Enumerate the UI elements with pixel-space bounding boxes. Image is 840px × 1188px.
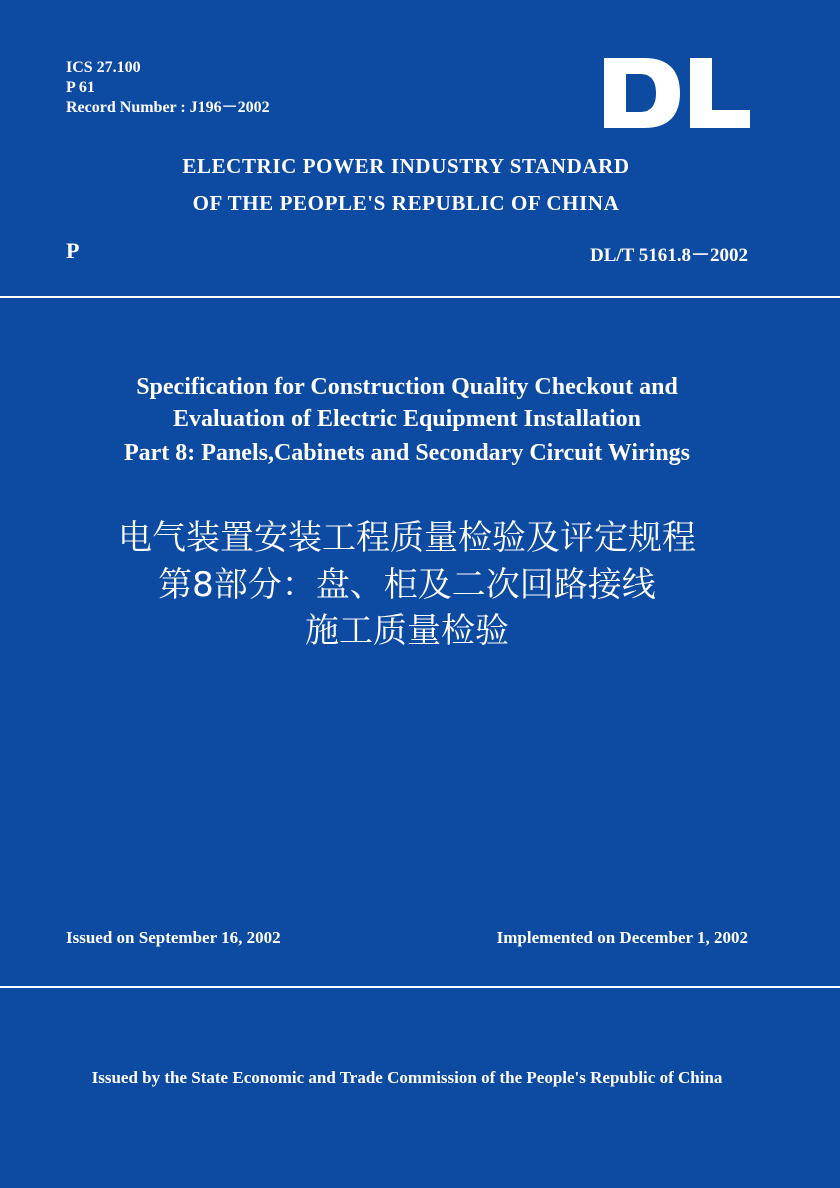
implemented-date: Implemented on December 1, 2002 bbox=[496, 928, 748, 947]
top-divider bbox=[0, 296, 840, 298]
standard-title-line-1: ELECTRIC POWER INDUSTRY STANDARD bbox=[182, 154, 630, 178]
issuer-statement: Issued by the State Economic and Trade Commission of the People's Republic of China bbox=[91, 1068, 723, 1087]
classification-code: P 61 bbox=[66, 79, 95, 96]
document-meta bbox=[66, 58, 270, 118]
english-title-line-1: Specification for Construction Quality Checkout and bbox=[136, 374, 678, 400]
chinese-title-line-1: 电气装置安装工程质量检验及评定规程 bbox=[118, 518, 696, 558]
bottom-divider bbox=[0, 986, 840, 988]
standard-title-line-2: OF THE PEOPLE'S REPUBLIC OF CHINA bbox=[192, 191, 620, 215]
issued-date: Issued on September 16, 2002 bbox=[66, 928, 281, 947]
category-letter: P bbox=[66, 238, 80, 263]
english-title-line-2: Evaluation of Electric Equipment Installation bbox=[172, 406, 642, 432]
chinese-title-line-2: 第8部分：盘、柜及二次回路接线 bbox=[158, 565, 656, 605]
dl-logo bbox=[604, 58, 750, 128]
standard-number: DL/T 5161.8－2002 bbox=[589, 245, 748, 266]
record-number: Record Number : J196－2002 bbox=[66, 99, 270, 116]
chinese-title-line-3: 施工质量检验 bbox=[305, 611, 509, 651]
ics-code: ICS 27.100 bbox=[66, 59, 141, 76]
english-title-line-3: Part 8: Panels,Cabinets and Secondary Circuit Wirings bbox=[123, 440, 691, 466]
